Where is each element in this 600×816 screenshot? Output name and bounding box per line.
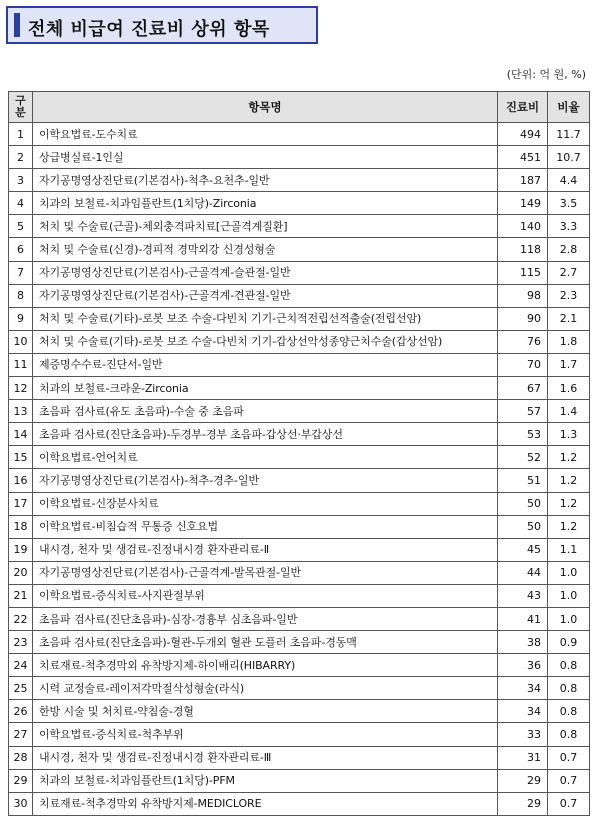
header-item: 항목명 — [33, 92, 498, 123]
row-rank: 3 — [9, 169, 33, 192]
title-accent-bar — [14, 13, 20, 37]
table-row — [9, 192, 590, 215]
row-ratio: 1.6 — [548, 377, 590, 400]
row-cost: 149 — [498, 192, 548, 215]
row-rank: 15 — [9, 446, 33, 469]
row-ratio: 1.2 — [548, 469, 590, 492]
row-item-name: 상급병실료-1인실 — [33, 146, 498, 169]
table-row — [9, 400, 590, 423]
table-row — [9, 446, 590, 469]
row-rank: 20 — [9, 561, 33, 584]
row-ratio: 1.2 — [548, 492, 590, 515]
table-row — [9, 700, 590, 723]
row-ratio: 3.3 — [548, 215, 590, 238]
row-rank: 29 — [9, 769, 33, 792]
row-cost: 31 — [498, 746, 548, 769]
row-item-name: 초음파 검사료(진단초음파)-두경부-경부 초음파-갑상선·부갑상선 — [33, 423, 498, 446]
row-cost: 494 — [498, 123, 548, 146]
title-box — [6, 6, 318, 44]
row-rank: 7 — [9, 261, 33, 284]
row-cost: 118 — [498, 238, 548, 261]
row-ratio: 0.8 — [548, 700, 590, 723]
row-rank: 17 — [9, 492, 33, 515]
table-row — [9, 677, 590, 700]
row-cost: 57 — [498, 400, 548, 423]
row-cost: 29 — [498, 769, 548, 792]
row-rank: 13 — [9, 400, 33, 423]
header-cost: 진료비 — [498, 92, 548, 123]
row-cost: 50 — [498, 492, 548, 515]
row-item-name: 자기공명영상진단료(기본검사)-근골격계-슬관절-일반 — [33, 261, 498, 284]
row-ratio: 2.8 — [548, 238, 590, 261]
row-item-name: 자기공명영상진단료(기본검사)-척추-요천추-일반 — [33, 169, 498, 192]
row-cost: 29 — [498, 792, 548, 815]
table-row — [9, 631, 590, 654]
row-ratio: 1.2 — [548, 446, 590, 469]
row-rank: 11 — [9, 353, 33, 376]
row-item-name: 초음파 검사료(진단초음파)-심장-경흉부 심초음파-일반 — [33, 607, 498, 630]
row-ratio: 1.4 — [548, 400, 590, 423]
row-item-name: 이학요법료-증식치료-사지관절부위 — [33, 584, 498, 607]
header-ratio: 비율 — [548, 92, 590, 123]
row-item-name: 이학요법료-증식치료-척추부위 — [33, 723, 498, 746]
row-cost: 187 — [498, 169, 548, 192]
row-ratio: 0.7 — [548, 746, 590, 769]
row-cost: 38 — [498, 631, 548, 654]
row-item-name: 시력 교정술료-레이저각막절삭성형술(라식) — [33, 677, 498, 700]
row-ratio: 1.8 — [548, 330, 590, 353]
row-ratio: 1.3 — [548, 423, 590, 446]
row-cost: 98 — [498, 284, 548, 307]
row-rank: 30 — [9, 792, 33, 815]
row-rank: 6 — [9, 238, 33, 261]
row-item-name: 치과의 보철료-크라운-Zirconia — [33, 377, 498, 400]
row-ratio: 0.8 — [548, 723, 590, 746]
row-cost: 36 — [498, 654, 548, 677]
row-cost: 52 — [498, 446, 548, 469]
row-item-name: 이학요법료-언어치료 — [33, 446, 498, 469]
row-ratio: 0.9 — [548, 631, 590, 654]
row-ratio: 0.8 — [548, 654, 590, 677]
row-item-name: 초음파 검사료(진단초음파)-혈관-두개외 혈관 도플러 초음파-경동맥 — [33, 631, 498, 654]
unit-note: (단위: 억 원, %) — [506, 68, 586, 81]
row-cost: 90 — [498, 307, 548, 330]
top-items-table — [8, 91, 590, 816]
row-ratio: 0.7 — [548, 792, 590, 815]
row-ratio: 10.7 — [548, 146, 590, 169]
row-ratio: 0.7 — [548, 769, 590, 792]
table-row — [9, 146, 590, 169]
table-row — [9, 423, 590, 446]
row-cost: 76 — [498, 330, 548, 353]
row-item-name: 치료재료-척추경막외 유착방지제-MEDICLORE — [33, 792, 498, 815]
page-title: 전체 비급여 진료비 상위 항목 — [28, 19, 270, 40]
row-ratio: 11.7 — [548, 123, 590, 146]
row-item-name: 초음파 검사료(유도 초음파)-수술 중 초음파 — [33, 400, 498, 423]
row-rank: 5 — [9, 215, 33, 238]
row-item-name: 치과의 보철료-치과임플란트(1치당)-PFM — [33, 769, 498, 792]
row-ratio: 0.8 — [548, 677, 590, 700]
row-ratio: 4.4 — [548, 169, 590, 192]
row-rank: 12 — [9, 377, 33, 400]
row-cost: 41 — [498, 607, 548, 630]
header-gubun: 구 분 — [9, 92, 33, 123]
table-row — [9, 607, 590, 630]
row-ratio: 1.7 — [548, 353, 590, 376]
table-row — [9, 169, 590, 192]
row-cost: 70 — [498, 353, 548, 376]
table-row — [9, 654, 590, 677]
row-ratio: 1.0 — [548, 584, 590, 607]
row-rank: 28 — [9, 746, 33, 769]
row-cost: 34 — [498, 677, 548, 700]
row-item-name: 처치 및 수술료(기타)-로봇 보조 수술-다빈치 기기-근치적전립선적출술(전립선암) — [33, 307, 498, 330]
row-cost: 44 — [498, 561, 548, 584]
row-cost: 67 — [498, 377, 548, 400]
row-item-name: 처치 및 수술료(근골)-체외충격파치료[근골격계질환] — [33, 215, 498, 238]
table-header-row — [9, 92, 590, 123]
table-row — [9, 261, 590, 284]
table-row — [9, 561, 590, 584]
row-rank: 27 — [9, 723, 33, 746]
row-rank: 14 — [9, 423, 33, 446]
row-rank: 1 — [9, 123, 33, 146]
row-cost: 53 — [498, 423, 548, 446]
row-rank: 25 — [9, 677, 33, 700]
table-row — [9, 123, 590, 146]
row-item-name: 치료재료-척추경막외 유착방지제-하이배리(HIBARRY) — [33, 654, 498, 677]
row-cost: 451 — [498, 146, 548, 169]
row-rank: 16 — [9, 469, 33, 492]
row-cost: 115 — [498, 261, 548, 284]
row-rank: 4 — [9, 192, 33, 215]
row-ratio: 1.0 — [548, 607, 590, 630]
row-rank: 10 — [9, 330, 33, 353]
table-row — [9, 746, 590, 769]
row-item-name: 자기공명영상진단료(기본검사)-척추-경추-일반 — [33, 469, 498, 492]
row-rank: 9 — [9, 307, 33, 330]
row-ratio: 2.3 — [548, 284, 590, 307]
row-item-name: 이학요법료-신장분사치료 — [33, 492, 498, 515]
row-item-name: 처치 및 수술료(신경)-경피적 경막외강 신경성형술 — [33, 238, 498, 261]
row-rank: 8 — [9, 284, 33, 307]
row-ratio: 2.7 — [548, 261, 590, 284]
row-item-name: 자기공명영상진단료(기본검사)-근골격계-견관절-일반 — [33, 284, 498, 307]
row-rank: 23 — [9, 631, 33, 654]
table-row — [9, 792, 590, 815]
row-item-name: 이학요법료-비침습적 무통증 신호요법 — [33, 515, 498, 538]
table-row — [9, 238, 590, 261]
row-ratio: 1.0 — [548, 561, 590, 584]
row-cost: 45 — [498, 538, 548, 561]
row-item-name: 치과의 보철료-치과임플란트(1치당)-Zirconia — [33, 192, 498, 215]
row-rank: 22 — [9, 607, 33, 630]
row-ratio: 3.5 — [548, 192, 590, 215]
row-rank: 2 — [9, 146, 33, 169]
table-row — [9, 584, 590, 607]
row-ratio: 1.1 — [548, 538, 590, 561]
table-row — [9, 330, 590, 353]
table-row — [9, 538, 590, 561]
row-rank: 26 — [9, 700, 33, 723]
row-rank: 19 — [9, 538, 33, 561]
row-item-name: 이학요법료-도수치료 — [33, 123, 498, 146]
row-ratio: 1.2 — [548, 515, 590, 538]
table-row — [9, 215, 590, 238]
row-cost: 51 — [498, 469, 548, 492]
row-item-name: 내시경, 천자 및 생검료-진정내시경 환자관리료-Ⅲ — [33, 746, 498, 769]
row-cost: 140 — [498, 215, 548, 238]
row-item-name: 처치 및 수술료(기타)-로봇 보조 수술-다빈치 기기-갑상선악성종양근치수술(갑상선암) — [33, 330, 498, 353]
row-cost: 33 — [498, 723, 548, 746]
row-cost: 34 — [498, 700, 548, 723]
row-ratio: 2.1 — [548, 307, 590, 330]
row-cost: 43 — [498, 584, 548, 607]
table-row — [9, 353, 590, 376]
table-row — [9, 377, 590, 400]
table-row — [9, 284, 590, 307]
table-row — [9, 769, 590, 792]
table-row — [9, 469, 590, 492]
row-item-name: 내시경, 천자 및 생검료-진정내시경 환자관리료-Ⅱ — [33, 538, 498, 561]
row-rank: 24 — [9, 654, 33, 677]
row-cost: 50 — [498, 515, 548, 538]
table-row — [9, 492, 590, 515]
table-row — [9, 723, 590, 746]
row-rank: 18 — [9, 515, 33, 538]
table-row — [9, 515, 590, 538]
row-rank: 21 — [9, 584, 33, 607]
row-item-name: 한방 시술 및 처치료-약침술-경혈 — [33, 700, 498, 723]
row-item-name: 자기공명영상진단료(기본검사)-근골격계-발목관절-일반 — [33, 561, 498, 584]
table-row — [9, 307, 590, 330]
row-item-name: 제증명수수료-진단서-일반 — [33, 353, 498, 376]
